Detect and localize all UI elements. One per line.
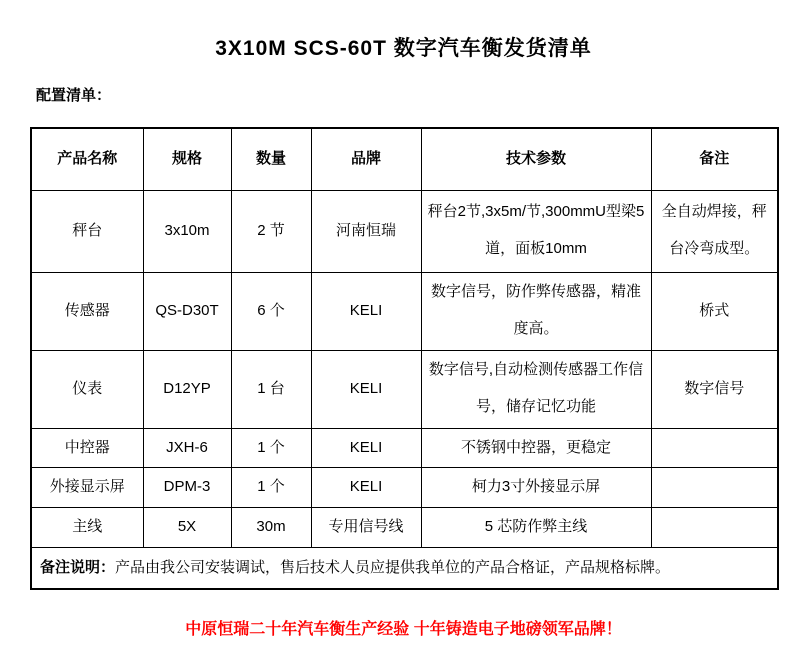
shipping-list-table: [30, 127, 779, 590]
cell-product-name: 秤台: [31, 190, 143, 272]
cell-remark: [651, 508, 778, 548]
footer-note-cell: [31, 547, 778, 589]
cell-brand: 专用信号线: [311, 508, 421, 548]
cell-params: 不锈钢中控器，更稳定: [421, 428, 651, 468]
cell-brand: 河南恒瑞: [311, 190, 421, 272]
table-row-junction-controller: [31, 428, 778, 468]
cell-qty: 6 个: [231, 272, 311, 350]
cell-product-name: 仪表: [31, 350, 143, 428]
cell-spec: DPM-3: [143, 468, 231, 508]
cell-qty: 30m: [231, 508, 311, 548]
footer-note-label: 备注说明：: [40, 559, 116, 576]
cell-spec: QS-D30T: [143, 272, 231, 350]
cell-product-name: 外接显示屏: [31, 468, 143, 508]
col-header-spec: 规格: [143, 128, 231, 190]
cell-product-name: 中控器: [31, 428, 143, 468]
cell-remark: [651, 468, 778, 508]
cell-qty: 2 节: [231, 190, 311, 272]
table-row-external-display: [31, 468, 778, 508]
cell-params: 5 芯防作弊主线: [421, 508, 651, 548]
cell-brand: KELI: [311, 468, 421, 508]
cell-params: 数字信号，防作弊传感器，精准度高。: [421, 272, 651, 350]
cell-qty: 1 个: [231, 468, 311, 508]
cell-remark: 数字信号: [651, 350, 778, 428]
cell-spec: D12YP: [143, 350, 231, 428]
cell-brand: KELI: [311, 350, 421, 428]
cell-product-name: 传感器: [31, 272, 143, 350]
cell-params: 数字信号,自动检测传感器工作信号，储存记忆功能: [421, 350, 651, 428]
col-header-brand: 品牌: [311, 128, 421, 190]
cell-qty: 1 台: [231, 350, 311, 428]
footer-note-text: 产品由我公司安装调试，售后技术人员应提供我单位的产品合格证，产品规格标牌。: [115, 559, 671, 576]
cell-product-name: 主线: [31, 508, 143, 548]
col-header-remark: 备注: [651, 128, 778, 190]
cell-params: 柯力3寸外接显示屏: [421, 468, 651, 508]
cell-qty: 1 个: [231, 428, 311, 468]
brand-slogan: 中原恒瑞二十年汽车衡生产经验 十年铸造电子地磅领军品牌！: [185, 621, 622, 639]
table-footer-note-row: [31, 547, 778, 589]
cell-spec: JXH-6: [143, 428, 231, 468]
table-row-weighbridge: [31, 190, 778, 272]
table-row-indicator: [31, 350, 778, 428]
cell-remark: 桥式: [651, 272, 778, 350]
cell-brand: KELI: [311, 428, 421, 468]
cell-brand: KELI: [311, 272, 421, 350]
cell-remark: 全自动焊接，秤台冷弯成型。: [651, 190, 778, 272]
cell-spec: 5X: [143, 508, 231, 548]
table-row-main-cable: [31, 508, 778, 548]
table-row-sensor: [31, 272, 778, 350]
section-label: 配置清单：: [36, 87, 112, 104]
col-header-qty: 数量: [231, 128, 311, 190]
table-header-row: [31, 128, 778, 190]
col-header-params: 技术参数: [421, 128, 651, 190]
page-title: 3X10M SCS-60T 数字汽车衡发货清单: [215, 37, 592, 60]
cell-remark: [651, 428, 778, 468]
cell-spec: 3x10m: [143, 190, 231, 272]
cell-params: 秤台2节,3x5m/节,300mmU型梁5道，面板10mm: [421, 190, 651, 272]
col-header-product-name: 产品名称: [31, 128, 143, 190]
